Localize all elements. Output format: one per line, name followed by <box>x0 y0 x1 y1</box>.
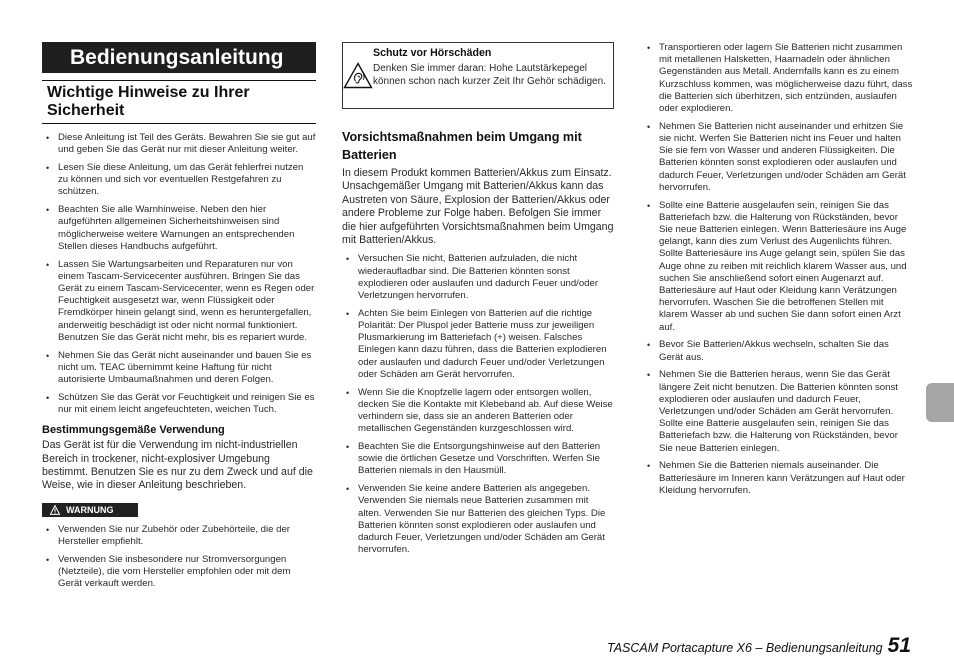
battery-precautions-heading: Vorsichtsmaßnahmen beim Umgang mit Batterien <box>342 130 582 162</box>
warning-badge <box>42 503 138 517</box>
chapter-side-tab <box>926 383 954 422</box>
section-title: Wichtige Hinweise zu Ihrer Sicherheit <box>42 80 316 124</box>
battery-intro-text: In diesem Produkt kommen Batterien/Akkus zum Einsatz. Unsachgemäßer Umgang mit Batterien/Akkus kann das Austreten von Säure, Explosion der Batterien/Akkus oder andere Probleme zur Folge haben. Befolgen Sie immer die hier aufgeführten Vorsichtsmaßnahmen beim Umgang mit Batterien/Akkus. <box>342 167 614 247</box>
list-item: • Lassen Sie Wartungsarbeiten und Reparaturen nur von einem Tascam-Servicecenter ausführen. Bringen Sie das Gerät zu einem Tascam-Servicecenter, wenn es Regen oder Feuchtigkeit ausgesetzt war, wenn Flüssigkeit oder Fremdkörper hinein gelangt sind, wenn es heruntergefallen, anderweitig beschädigt ist oder nicht normal funktioniert. Benutzen Sie das Gerät nicht mehr, bis es repariert wurde. <box>42 259 316 344</box>
list-item: • Verwenden Sie insbesondere nur Stromversorgungen (Netzteile), die vom Hersteller empfohlen oder mit dem Gerät verkauft werden. <box>42 554 316 591</box>
list-item: • Achten Sie beim Einlegen von Batterien auf die richtige Polarität: Der Pluspol jeder Batterie muss zur jeweiligen Plusmarkierung im Batteriefach (+) weisen. Falsches Einlegen kann dazu führen, dass die Batterien explodieren oder auslaufen und dadurch Feuer und/oder Verletzungen oder Schäden am Gerät hervorrufen. <box>342 308 614 381</box>
safety-bullet-list <box>42 132 316 416</box>
list-item: • Transportieren oder lagern Sie Batterien nicht zusammen mit metallenen Halsketten, Haarnadeln oder ähnlichen Gegenständen aus Metall. Andernfalls kann es zu einem Kurzschluss kommen, was möglicherweise dazu führt, dass die Batterien sich überhitzen, sich entzünden, auslaufen oder explodieren. <box>643 42 913 115</box>
warning-bullet-list <box>42 524 316 591</box>
battery-bullet-list <box>342 253 614 556</box>
hearing-protection-icon <box>343 62 373 89</box>
list-item: • Nehmen Sie Batterien nicht auseinander und erhitzen Sie sie nicht. Werfen Sie Batterien nicht ins Feuer und halten Sie sie fern von Wasser und anderen Flüssigkeiten. Die Batterien könnten sonst explodieren oder auslaufen und dadurch Feuer, Verletzungen und/oder Schäden am Gerät hervorrufen. <box>643 121 913 194</box>
page-number: 51 <box>887 634 911 657</box>
battery-bullet-list-continued <box>643 42 913 497</box>
list-item: • Nehmen Sie die Batterien heraus, wenn Sie das Gerät längere Zeit nicht benutzen. Die Batterien könnten sonst explodieren oder auslaufen und dadurch Feuer, Verletzungen und/oder Schäden am Gerät hervorrufen. Sollte eine Batterie ausgelaufen sein, reinigen Sie das Batteriefach bzw. die Halterung von Rückständen, bevor Sie neue Batterien einlegen. <box>643 369 913 454</box>
list-item: • Versuchen Sie nicht, Batterien aufzuladen, die nicht wiederaufladbar sind. Die Batterien könnten sonst explodieren oder auslaufen und dadurch Feuer und/oder Verletzungen hervorrufen. <box>342 253 614 302</box>
list-item: • Beachten Sie die Entsorgungshinweise auf den Batterien sowie die örtlichen Gesetze und Vorschriften. Werfen Sie Batterien niemals in den Hausmüll. <box>342 441 614 478</box>
intended-use-heading: Bestimmungsgemäße Verwendung <box>42 424 225 437</box>
hearing-notice-box <box>342 42 614 109</box>
list-item: • Schützen Sie das Gerät vor Feuchtigkeit und reinigen Sie es nur mit einem leicht angefeuchteten, weichen Tuch. <box>42 392 316 416</box>
warning-label: WARNUNG <box>66 504 114 515</box>
list-item: • Wenn Sie die Knopfzelle lagern oder entsorgen wollen, decken Sie die Kontakte mit Klebeband ab. Auf diese Weise verhindern sie, dass sie an anderen Batterien oder metallischen Gegenständen kurzgeschlossen wird. <box>342 387 614 436</box>
right-column <box>643 42 913 503</box>
list-item: • Bevor Sie Batterien/Akkus wechseln, schalten Sie das Gerät aus. <box>643 339 913 363</box>
list-item: • Nehmen Sie das Gerät nicht auseinander und bauen Sie es nicht um. TEAC übernimmt keine Haftung für nicht autorisierte Umbaumaßnahmen und deren Folgen. <box>42 350 316 387</box>
middle-column <box>342 42 614 562</box>
intended-use-text: Das Gerät ist für die Verwendung im nicht-industriellen Bereich in trockener, nicht-explosiver Umgebung bestimmt. Benutzen Sie es nur zu dem Zweck und auf die Weise, wie in dieser Anleitung beschrieben. <box>42 439 313 492</box>
list-item: • Beachten Sie alle Warnhinweise. Neben den hier aufgeführten allgemeinen Sicherheitshinweisen sind möglicherweise weitere Warnungen an entsprechenden Stellen dieses Handbuchs aufgeführt. <box>42 204 316 253</box>
list-item: • Verwenden Sie nur Zubehör oder Zubehörteile, die der Hersteller empfiehlt. <box>42 524 316 548</box>
list-item: • Nehmen Sie die Batterien niemals auseinander. Die Batteriesäure im Inneren kann Verätzungen auf Haut oder Kleidung hervorrufen. <box>643 460 913 497</box>
notice-icon-cell <box>343 43 373 108</box>
notice-title: Schutz vor Hörschäden <box>373 47 492 59</box>
left-column <box>42 42 316 596</box>
page-footer <box>607 634 911 658</box>
warning-triangle-icon <box>50 505 60 515</box>
list-item: • Sollte eine Batterie ausgelaufen sein, reinigen Sie das Batteriefach bzw. die Halterung von Rückständen, bevor Sie neue Batterien einlegen. Wenn Batteriesäure ins Auge gelangt, kann dies zum Verlust des Augenlichts führen. Sollte Batteriesäure ins Auge gelangt sein, spülen Sie das Auge ohne zu reiben mit reichlich klarem Wasser aus, und suchen Sie anschließend sofort einen Augenarzt auf. Batteriesäure auf Haut oder Kleidung kann Verätzungen hervorrufen. Waschen Sie die betroffenen Stellen mit klarem Wasser ab und suchen Sie dann sofort einen Arzt auf. <box>643 200 913 334</box>
notice-body: Denken Sie immer daran: Hohe Lautstärkepegel können schon nach kurzer Zeit Ihr Gehör schädigen. <box>373 63 606 87</box>
document-banner: Bedienungsanleitung <box>42 42 316 73</box>
list-item: • Verwenden Sie keine andere Batterien als angegeben. Verwenden Sie niemals neue Batterien zusammen mit alten. Verwenden Sie nur Batterien des gleichen Typs. Die Batterien könnten sonst explodieren oder auslaufen und dadurch Feuer, Verletzungen und/oder Schäden am Gerät hervorrufen. <box>342 483 614 556</box>
list-item: • Diese Anleitung ist Teil des Geräts. Bewahren Sie sie gut auf und geben Sie das Gerät nur mit dieser Anleitung weiter. <box>42 132 316 156</box>
footer-text: TASCAM Portacapture X6 – Bedienungsanleitung <box>607 641 883 655</box>
list-item: • Lesen Sie diese Anleitung, um das Gerät fehlerfrei nutzen zu können und sich vor eventuellen Restgefahren zu schützen. <box>42 162 316 199</box>
